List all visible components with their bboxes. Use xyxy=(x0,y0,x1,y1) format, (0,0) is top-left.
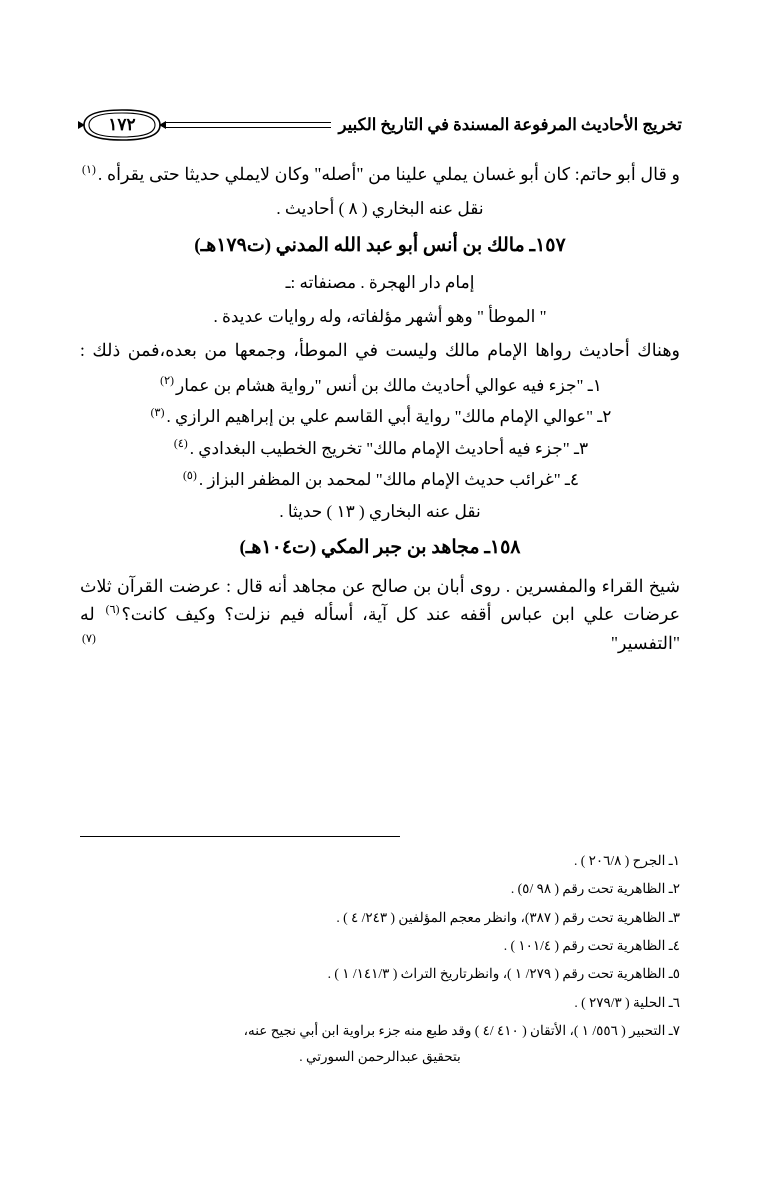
list-item: ٤ـ "غرائب حديث الإمام مالك" لمحمد بن المظفر البزاز .$^{(٥)}$ xyxy=(182,469,580,490)
footnote-item: ٣ـ الظاهرية تحت رقم ( ٣٨٧)، وانظر معجم المؤلفين ( ٢٤٣/ ٤ ) . xyxy=(336,909,680,925)
header-rule xyxy=(166,121,331,129)
paragraph-muwatta: " الموطأ " وهو أشهر مؤلفاته، وله روايات عديدة . xyxy=(213,306,547,326)
page-body xyxy=(80,160,680,664)
footnote-item: ٢ـ الظاهرية تحت رقم ( ٩٨ /٥) . xyxy=(510,881,680,897)
bukhari-count-line-2: نقل عنه البخاري ( ١٣ ) حديثا . xyxy=(279,501,481,521)
bukhari-count-line-1: نقل عنه البخاري ( ٨ ) أحاديث . xyxy=(276,199,484,219)
footnote-continuation: بتحقيق عبدالرحمن السورتي . xyxy=(299,1049,461,1065)
paragraph-abu-hatim: و قال أبو حاتم: كان أبو غسان يملي علينا من "أصله" وكان لايملي حديثا حتى يقرأه .$^{(١)}$ xyxy=(82,164,680,184)
section-heading-157: ١٥٧ـ مالك بن أنس أبو عبد الله المدني (ت١٧٩هـ) xyxy=(194,234,566,256)
list-item: ٢ـ "عوالي الإمام مالك" رواية أبي القاسم علي بن إبراهيم الرازي .$^{(٣)}$ xyxy=(150,406,612,427)
header-title: تخريج الأحاديث المرفوعة المسندة في التاريخ الكبير xyxy=(338,114,682,134)
footnote-ref-3: (٣) xyxy=(150,406,165,419)
footnote-ref-2: (٢) xyxy=(160,375,174,388)
page-number-badge xyxy=(78,108,166,142)
paragraph-imam-dar-hijra: إمام دار الهجرة . مصنفاته :ـ xyxy=(285,273,475,293)
footnote-item: ٦ـ الحلية ( ٢٧٩/٣ ) . xyxy=(574,994,680,1010)
footnote-item: ٧ـ التحبير ( ٥٥٦/ ١ )، الأتقان ( ٤١٠ /٤ ) وقد طبع منه جزء براوية ابن أبي نجيح عنه، xyxy=(243,1022,680,1038)
page-header xyxy=(78,104,682,146)
footnote-ref-4: (٤) xyxy=(173,438,188,451)
page-number: ١٧٢ xyxy=(108,115,136,134)
footnote-ref-7: (٧) xyxy=(82,632,96,645)
paragraph-mujahid: شيخ القراء والمفسرين . روى أبان بن صالح عن مجاهد أنه قال : عرضت القرآن ثلاث عرضات علي ابن عباس أقفه عند كل آية، أسأله فيم نزلت؟ وكيف كانت؟$^{(٦)}$ له "التفسير" $^{(٧)}$ xyxy=(80,575,681,653)
list-item: ٣ـ "جزء فيه أحاديث الإمام مالك" تخريج الخطيب البغدادي .$^{(٤)}$ xyxy=(173,438,589,458)
list-item: ١ـ "جزء فيه عوالي أحاديث مالك بن أنس "رواية هشام بن عمار$^{(٢)}$ xyxy=(160,375,602,395)
footnote-item: ١ـ الجرح ( ٢٠٦/٨ ) . xyxy=(574,853,680,868)
section-heading-158: ١٥٨ـ مجاهد بن جبر المكي (ت١٠٤هـ) xyxy=(239,537,521,559)
footnote-separator xyxy=(80,836,400,837)
footnotes-block xyxy=(80,848,680,1071)
footnote-item: ٤ـ الظاهرية تحت رقم ( ١٠١/٤ ) . xyxy=(503,937,680,953)
paragraph-hadith-outside-muwatta: وهناك أحاديث رواها الإمام مالك وليست في الموطأ، وجمعها من بعده،فمن ذلك : xyxy=(80,340,680,361)
footnote-ref-5: (٥) xyxy=(182,469,197,482)
footnote-ref-1: (١) xyxy=(82,164,96,177)
footnote-ref-6: (٦) xyxy=(105,604,120,617)
footnote-item: ٥ـ الظاهرية تحت رقم ( ٢٧٩/ ١ )، وانظرتاريخ التراث ( ١٤١/٣/ ١ ) . xyxy=(327,966,680,982)
